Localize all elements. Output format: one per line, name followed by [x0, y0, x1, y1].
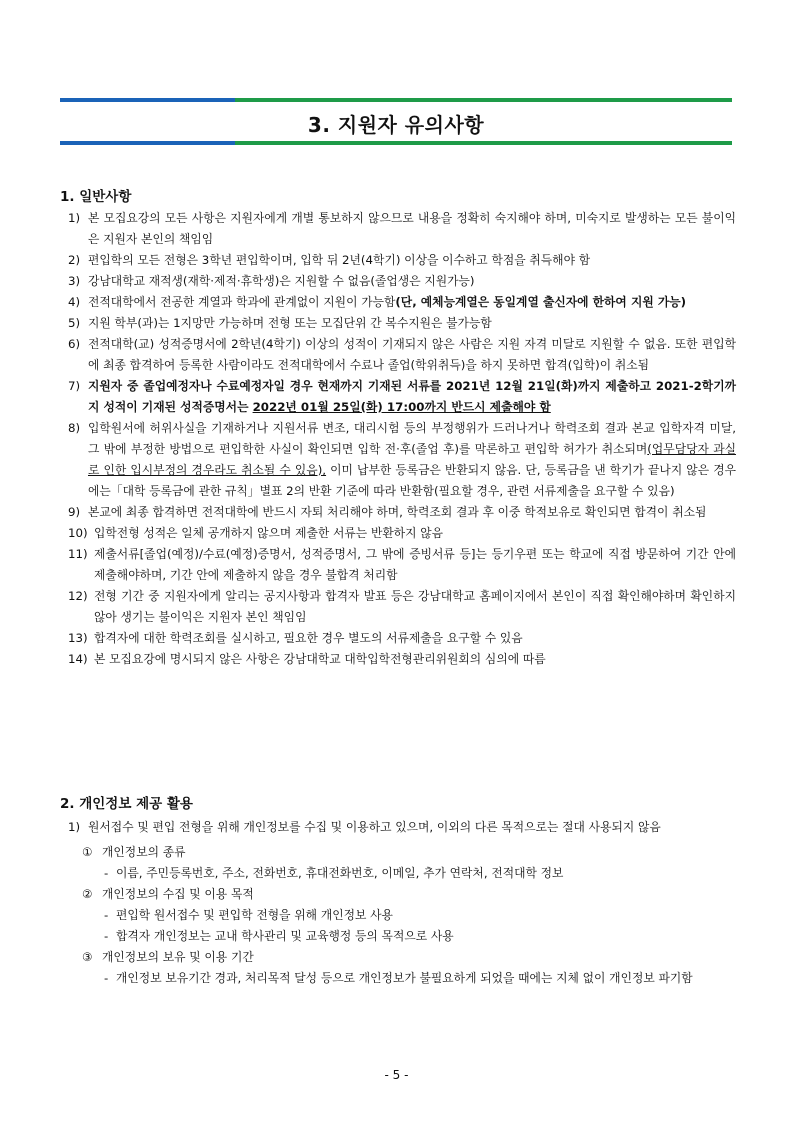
title-bottom-rule — [60, 141, 732, 145]
item-text: 전적대학(교) 성적증명서에 2학년(4학기) 이상의 성적이 기재되지 않은 사람은 지원 자격 미달로 지원할 수 없음. 또한 편입학에 최종 합격하여 등록한 사람이라도 전적대학에서 수료나 졸업(학위취득)을 하지 못하면 합격(입학)이 취소됨 — [88, 337, 736, 372]
item-underline-text: (업무담당자 과실로 인한 입시부정의 경우라도 취소될 수 있음), — [88, 442, 737, 477]
item-number: 2) — [68, 253, 81, 267]
dash-text: 합격자 개인정보는 교내 학사관리 및 교육행정 등의 목적으로 사용 — [116, 929, 454, 943]
item-number: 10) — [68, 526, 88, 540]
list-item — [68, 815, 736, 840]
item-text: 편입학의 모든 전형은 3학년 편입학이며, 입학 뒤 2년(4학기) 이상을 이수하고 학점을 취득해야 함 — [88, 253, 591, 267]
item-number: 3) — [68, 274, 81, 288]
dash-item — [68, 905, 736, 926]
list-item — [68, 208, 736, 250]
item-bold-text: 지원자 중 졸업예정자나 수료예정자일 경우 현재까지 기재된 서류를 2021년 12월 21일(화)까지 제출하고 2021-2학기까지 성적이 기재된 성적증명서는 — [88, 379, 736, 414]
sub-item-title: 개인정보의 보유 및 이용 기간 — [102, 950, 254, 964]
section2-heading: 2. 개인정보 제공 활용 — [60, 796, 193, 812]
dash-text: 이름, 주민등록번호, 주소, 전화번호, 휴대전화번호, 이메일, 추가 연락처, 전적대학 정보 — [116, 866, 564, 880]
sub-item-heading — [68, 842, 736, 863]
dash-item — [68, 926, 736, 947]
dash-mark: - — [104, 929, 109, 943]
circled-number: ② — [82, 887, 93, 901]
page-title: 3. 지원자 유의사항 — [307, 113, 485, 137]
item-number: 1) — [68, 820, 81, 834]
circled-number: ① — [82, 845, 93, 859]
title-top-rule — [60, 98, 732, 102]
item-number: 8) — [68, 421, 81, 435]
list-item — [68, 502, 736, 523]
sub-item-title: 개인정보의 종류 — [102, 845, 186, 859]
item-text: 본교에 최종 합격하면 전적대학에 반드시 자퇴 처리해야 하며, 학력조회 결과 후 이중 학적보유로 확인되면 합격이 취소됨 — [88, 505, 707, 519]
list-item — [68, 376, 736, 418]
item-text: 강남대학교 재적생(재학·제적·휴학생)은 지원할 수 없음(졸업생은 지원가능) — [88, 274, 475, 288]
list-item — [68, 271, 736, 292]
item-text: 전형 기간 중 지원자에게 알리는 공지사항과 합격자 발표 등은 강남대학교 홈페이지에서 본인이 직접 확인해야하며 확인하지 않아 생기는 불이익은 지원자 본인 책임임 — [94, 589, 736, 624]
title-band — [60, 98, 732, 146]
dash-text: 편입학 원서접수 및 편입학 전형을 위해 개인정보 사용 — [116, 908, 393, 922]
item-number: 9) — [68, 505, 81, 519]
dash-text: 개인정보 보유기간 경과, 처리목적 달성 등으로 개인정보가 불필요하게 되었을 때에는 지체 없이 개인정보 파기함 — [116, 971, 693, 985]
item-number: 14) — [68, 652, 88, 666]
sub-item-heading — [68, 947, 736, 968]
item-number: 12) — [68, 589, 88, 603]
list-item — [68, 544, 736, 586]
item-bold-text: (단, 예체능계열은 동일계열 출신자에 한하여 지원 가능) — [395, 295, 687, 309]
item-text: 제출서류[졸업(예정)/수료(예정)증명서, 성적증명서, 그 밖에 증빙서류 등]는 등기우편 또는 학교에 직접 방문하여 기간 안에 제출해야하며, 기간 안에 제출하지 않을 경우 불합격 처리함 — [94, 547, 736, 582]
list-item — [68, 586, 736, 628]
item-number: 7) — [68, 379, 81, 393]
sub-item-heading — [68, 884, 736, 905]
list-item — [68, 418, 736, 502]
list-item — [68, 313, 736, 334]
item-text: 합격자에 대한 학력조회를 실시하고, 필요한 경우 별도의 서류제출을 요구할 수 있음 — [94, 631, 523, 645]
item-text: 원서접수 및 편입 전형을 위해 개인정보를 수집 및 이용하고 있으며, 이외의 다른 목적으로는 절대 사용되지 않음 — [88, 820, 661, 834]
dash-mark: - — [104, 971, 109, 985]
list-item — [68, 523, 736, 544]
page-number: - 5 - — [384, 1068, 409, 1082]
item-text: 이미 납부한 등록금은 반환되지 않음. 단, 등록금을 낸 학기가 끝나지 않은 경우에는「대학 등록금에 관한 규칙」별표 2의 반환 기준에 따라 반환함(필요할 경우, 관련 서류제출을 요구할 수 있음) — [88, 463, 736, 498]
dash-item — [68, 968, 736, 989]
item-text: 입학원서에 허위사실을 기재하거나 지원서류 변조, 대리시험 등의 부정행위가 드러나거나 학력조회 결과 본교 입학자격 미달, 그 밖에 부정한 방법으로 편입학한 사실이 확인되면 입학 전·후(졸업 후)를 막론하고 편입학 허가가 취소되며 — [88, 421, 736, 456]
list-item — [68, 649, 736, 670]
privacy-list — [68, 815, 736, 989]
dash-item — [68, 863, 736, 884]
item-text: 입학전형 성적은 일체 공개하지 않으며 제출한 서류는 반환하지 않음 — [94, 526, 444, 540]
item-bold-underline-text: 2022년 01월 25일(화) 17:00까지 반드시 제출해야 함 — [252, 400, 551, 414]
item-text: 전적대학에서 전공한 계열과 학과에 관계없이 지원이 가능함 — [88, 295, 396, 309]
dash-mark: - — [104, 908, 109, 922]
sub-item-title: 개인정보의 수집 및 이용 목적 — [102, 887, 254, 901]
general-rules-list — [68, 208, 736, 670]
item-text: 본 모집요강의 모든 사항은 지원자에게 개별 통보하지 않으므로 내용을 정확히 숙지해야 하며, 미숙지로 발생하는 모든 불이익은 지원자 본인의 책임임 — [88, 211, 736, 246]
list-item — [68, 250, 736, 271]
item-text: 지원 학부(과)는 1지망만 가능하며 전형 또는 모집단위 간 복수지원은 불가능함 — [88, 316, 492, 330]
section1-heading: 1. 일반사항 — [60, 189, 132, 205]
item-number: 13) — [68, 631, 88, 645]
item-number: 4) — [68, 295, 81, 309]
item-number: 1) — [68, 211, 81, 225]
list-item — [68, 628, 736, 649]
circled-number: ③ — [82, 950, 93, 964]
item-number: 6) — [68, 337, 81, 351]
item-text: 본 모집요강에 명시되지 않은 사항은 강남대학교 대학입학전형관리위원회의 심의에 따름 — [94, 652, 546, 666]
dash-mark: - — [104, 866, 109, 880]
list-item — [68, 334, 736, 376]
list-item — [68, 292, 736, 313]
item-number: 5) — [68, 316, 81, 330]
item-number: 11) — [68, 547, 88, 561]
